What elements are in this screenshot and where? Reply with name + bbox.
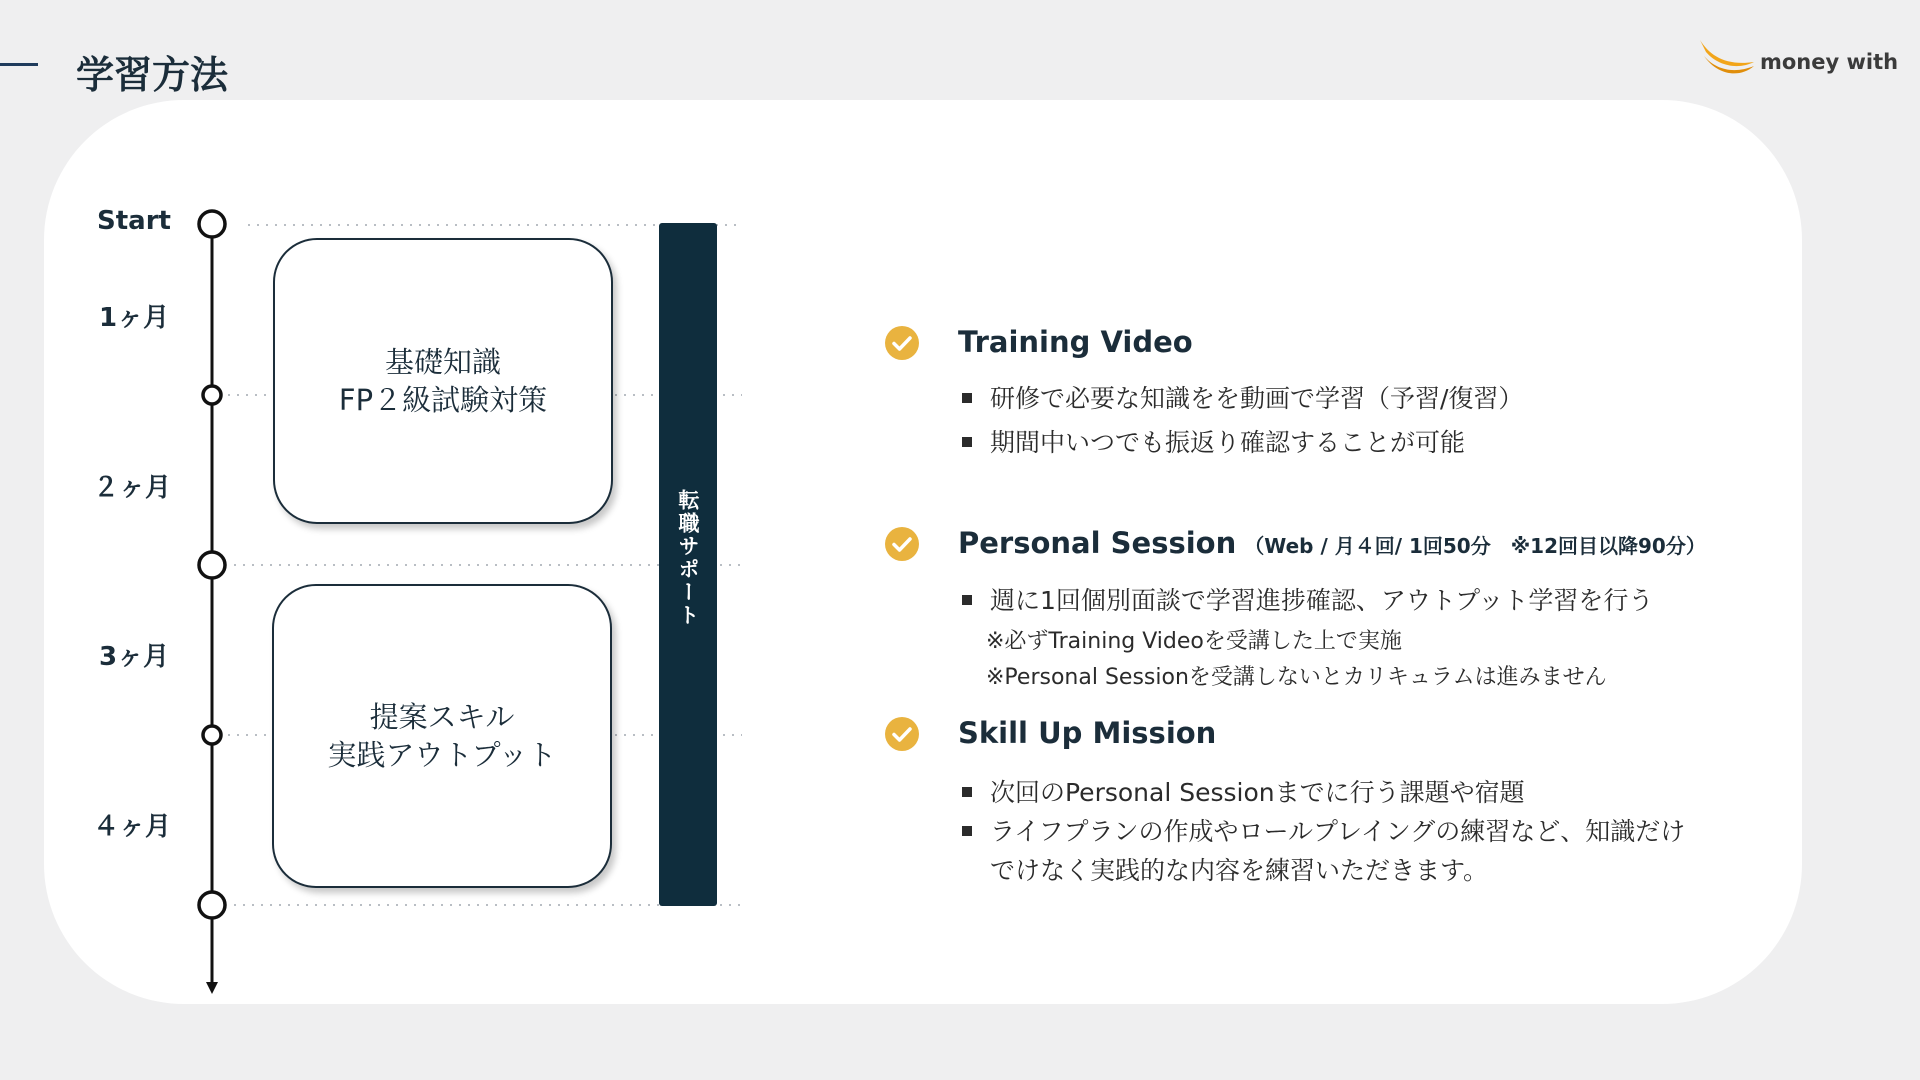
month-label-2: ２ヶ月 bbox=[93, 473, 172, 503]
month-label-1: 1ヶ月 bbox=[99, 303, 170, 333]
timeline-node-start bbox=[199, 211, 225, 237]
phase-2-line2: 実践アウトプット bbox=[327, 738, 557, 772]
phase-1-line1: 基礎知識 bbox=[384, 345, 501, 379]
section-title-text: Personal Session bbox=[958, 526, 1237, 560]
note-text: ※必ずTraining Videoを受講した上で実施 bbox=[986, 629, 1402, 654]
bullet-square-icon bbox=[962, 787, 972, 797]
check-circle-icon bbox=[884, 325, 920, 361]
check-circle-icon bbox=[884, 526, 920, 562]
note-text: ※Personal Sessionを受講しないとカリキュラムは進みません bbox=[986, 665, 1607, 690]
bullet-square-icon bbox=[962, 826, 972, 836]
section-subtitle: （Web / 月４回/ 1回50分 ※12回目以降90分） bbox=[1244, 534, 1706, 558]
timeline-node-end bbox=[199, 892, 225, 918]
timeline-arrow-icon bbox=[206, 982, 218, 994]
bullet-item bbox=[962, 813, 1685, 851]
bullet-text: ライフプランの作成やロールプレイングの練習など、知識だけ bbox=[990, 817, 1686, 846]
timeline-node-minor-3 bbox=[203, 726, 221, 744]
bullet-item bbox=[962, 774, 1525, 812]
check-circle-icon bbox=[884, 716, 920, 752]
section-title-skill-up-mission: Skill Up Mission bbox=[958, 716, 1217, 750]
month-label-4: ４ヶ月 bbox=[93, 812, 172, 842]
bullet-text: 次回のPersonal Sessionまでに行う課題や宿題 bbox=[990, 778, 1525, 807]
phase-box-foundation bbox=[273, 238, 613, 524]
timeline-start-label: Start bbox=[97, 206, 171, 236]
phase-box-practice bbox=[272, 584, 612, 888]
timeline-node-minor-1 bbox=[203, 386, 221, 404]
career-support-label: 転職サポート bbox=[676, 489, 700, 627]
bullet-item bbox=[962, 582, 1653, 620]
career-support-bar bbox=[659, 223, 717, 906]
bullet-continuation: でけなく実践的な内容を練習いただきます。 bbox=[990, 856, 1489, 885]
section-title-personal-session bbox=[958, 526, 1706, 560]
month-label-3: 3ヶ月 bbox=[99, 642, 170, 672]
timeline-node-major-2 bbox=[199, 552, 225, 578]
bullet-text: 期間中いつでも振返り確認することが可能 bbox=[990, 428, 1466, 457]
bullet-square-icon bbox=[962, 595, 972, 605]
bullet-square-icon bbox=[962, 393, 972, 403]
phase-2-line1: 提案スキル bbox=[369, 700, 515, 734]
bullet-item bbox=[962, 424, 1465, 462]
bullet-text: 週に1回個別面談で学習進捗確認、アウトプット学習を行う bbox=[990, 586, 1654, 615]
page-title: 学習方法 bbox=[76, 53, 229, 97]
section-title-training-video: Training Video bbox=[958, 325, 1193, 359]
bullet-text: 研修で必要な知識をを動画で学習（予習/復習） bbox=[990, 384, 1524, 413]
bullet-square-icon bbox=[962, 437, 972, 447]
phase-1-line2: FP２級試験対策 bbox=[338, 383, 548, 417]
logo-text: money with bbox=[1760, 50, 1899, 74]
bullet-item bbox=[962, 380, 1523, 418]
